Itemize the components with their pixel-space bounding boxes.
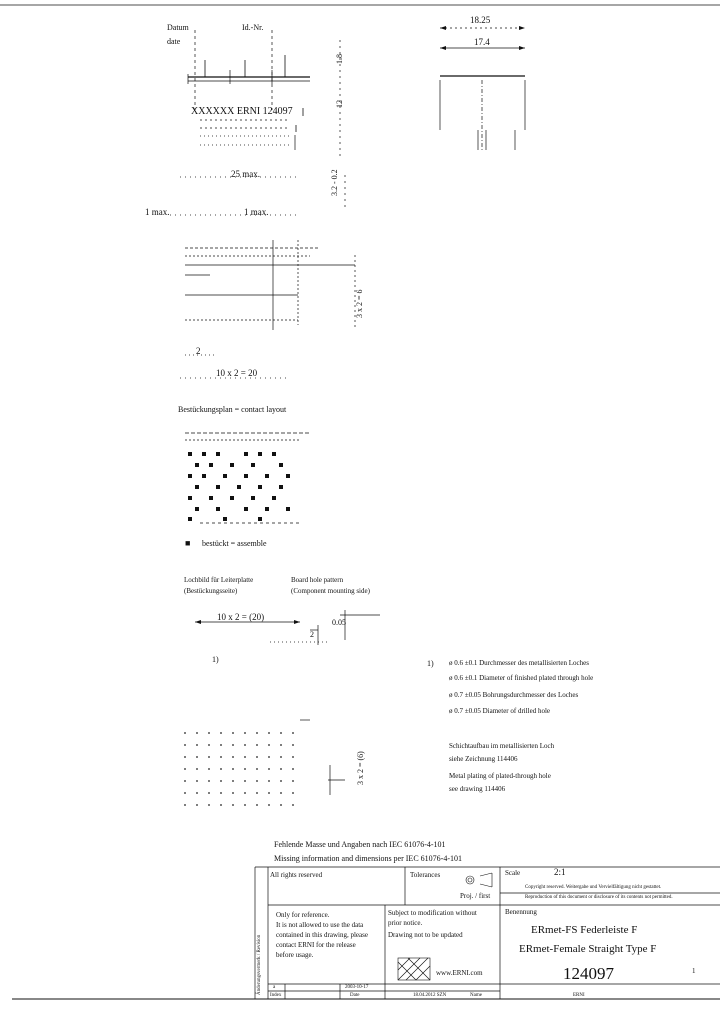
tb-name-label: Name bbox=[470, 993, 482, 998]
tb-scale-value: 2:1 bbox=[554, 867, 566, 877]
note-line-1: ø 0.6 ±0.1 Durchmesser des metallisierten Loches bbox=[449, 659, 589, 667]
note-line-2: ø 0.6 ±0.1 Diameter of finished plated through hole bbox=[449, 674, 594, 682]
tb-rights-4: contained in this drawing, please bbox=[276, 931, 368, 939]
tb-sheet: 1 bbox=[692, 967, 696, 975]
tb-rights-1: All rights reserved bbox=[270, 871, 323, 879]
dim-max-body: 25 max. bbox=[231, 169, 260, 179]
dim-v1: 1.8 bbox=[335, 54, 344, 64]
tb-date-value: 2003-10-17 bbox=[345, 985, 369, 990]
tb-name-value: 18.04.2012 SZN bbox=[413, 993, 447, 998]
note-line-8: see drawing 114406 bbox=[449, 785, 506, 793]
tb-index-label: Index bbox=[270, 993, 282, 998]
board-dim-side: 3 x 2 = (6) bbox=[356, 751, 365, 785]
note-line-6: siehe Zeichnung 114406 bbox=[449, 755, 518, 763]
board-note-ref: 1) bbox=[212, 655, 219, 664]
tb-rights-5: contact ERNI for the release bbox=[276, 941, 356, 949]
tb-projection-label: Proj. / first bbox=[460, 892, 491, 900]
tb-release-1: Subject to modification without bbox=[388, 909, 477, 917]
dim-v2: 12 bbox=[335, 100, 344, 108]
dim-pitch-col: 3 x 2 = 6 bbox=[355, 289, 364, 318]
dim-v3: 3.2 - 0.2 bbox=[330, 169, 339, 196]
board-label-en-2: (Component mounting side) bbox=[291, 587, 370, 595]
tb-scale-label: Scale bbox=[505, 869, 521, 877]
tb-rights-2: Only for reference. bbox=[276, 911, 330, 919]
tb-copyright-1: Copyright reserved. Weitergabe und Vervielfältigung nicht gestattet. bbox=[525, 885, 662, 890]
note-line-4: ø 0.7 ±0.05 Diameter of drilled hole bbox=[449, 707, 551, 715]
connector-marking: XXXXXX ERNI 124097 bbox=[191, 106, 293, 117]
tb-side-stamp: Änderungsvermerk / Revision bbox=[257, 934, 262, 995]
tb-date-label: Date bbox=[350, 993, 360, 998]
board-dim-two: 2 bbox=[310, 630, 314, 639]
label-date: date bbox=[167, 37, 181, 46]
tb-title-en: ERmet-Female Straight Type F bbox=[519, 943, 657, 955]
dim-two: 2 bbox=[196, 346, 201, 356]
footer-note-de: Fehlende Masse und Angaben nach IEC 61076-4-101 bbox=[274, 840, 446, 849]
notes-ref: 1) bbox=[427, 659, 434, 668]
tb-designation-label: Benennung bbox=[505, 908, 537, 916]
tb-company: ERNI bbox=[573, 993, 585, 998]
tb-index-value: a bbox=[273, 985, 276, 990]
tb-tolerances-label: Tolerances bbox=[410, 871, 441, 879]
tb-website: www.ERNI.com bbox=[436, 969, 483, 977]
note-line-5: Schichtaufbau im metallisierten Loch bbox=[449, 742, 555, 750]
tb-rights-3: It is not allowed to use the data bbox=[276, 921, 364, 929]
legend-symbol: ■ bbox=[185, 538, 191, 548]
dim-max-mid: 1 max. bbox=[244, 207, 269, 217]
contact-layout-title: Bestückungsplan = contact layout bbox=[178, 405, 287, 414]
tb-title-de: ERmet-FS Federleiste F bbox=[531, 924, 638, 936]
dim-height-2: 17.4 bbox=[474, 37, 490, 47]
legend-text: bestückt = assemble bbox=[202, 539, 267, 548]
dim-pitch-row: 10 x 2 = 20 bbox=[216, 368, 258, 378]
footer-note-en: Missing information and dimensions per IEC 61076-4-101 bbox=[274, 854, 462, 863]
board-label-de-1: Lochbild für Leiterplatte bbox=[184, 576, 254, 584]
board-dim-row: 10 x 2 = (20) bbox=[217, 612, 265, 622]
note-line-3: ø 0.7 ±0.05 Bohrungsdurchmesser des Loches bbox=[449, 691, 579, 699]
label-ident: Id.-Nr. bbox=[242, 23, 264, 32]
tb-release-3: Drawing not to be updated bbox=[388, 931, 463, 939]
tb-rights-6: before usage. bbox=[276, 951, 314, 959]
tb-release-2: prior notice. bbox=[388, 919, 423, 927]
tb-copyright-2: Reproduction of this document or disclosure of its contents not permitted. bbox=[525, 895, 673, 900]
dim-max-left: 1 max. bbox=[145, 207, 170, 217]
board-dim-tol: 0.05 bbox=[332, 618, 346, 627]
board-label-en-1: Board hole pattern bbox=[291, 576, 344, 584]
dim-height-1: 18.25 bbox=[470, 15, 491, 25]
tb-part-number: 124097 bbox=[563, 964, 614, 983]
note-line-7: Metal plating of plated-through hole bbox=[449, 772, 551, 780]
label-datum: Datum bbox=[167, 23, 189, 32]
board-label-de-2: (Bestückungsseite) bbox=[184, 587, 238, 595]
